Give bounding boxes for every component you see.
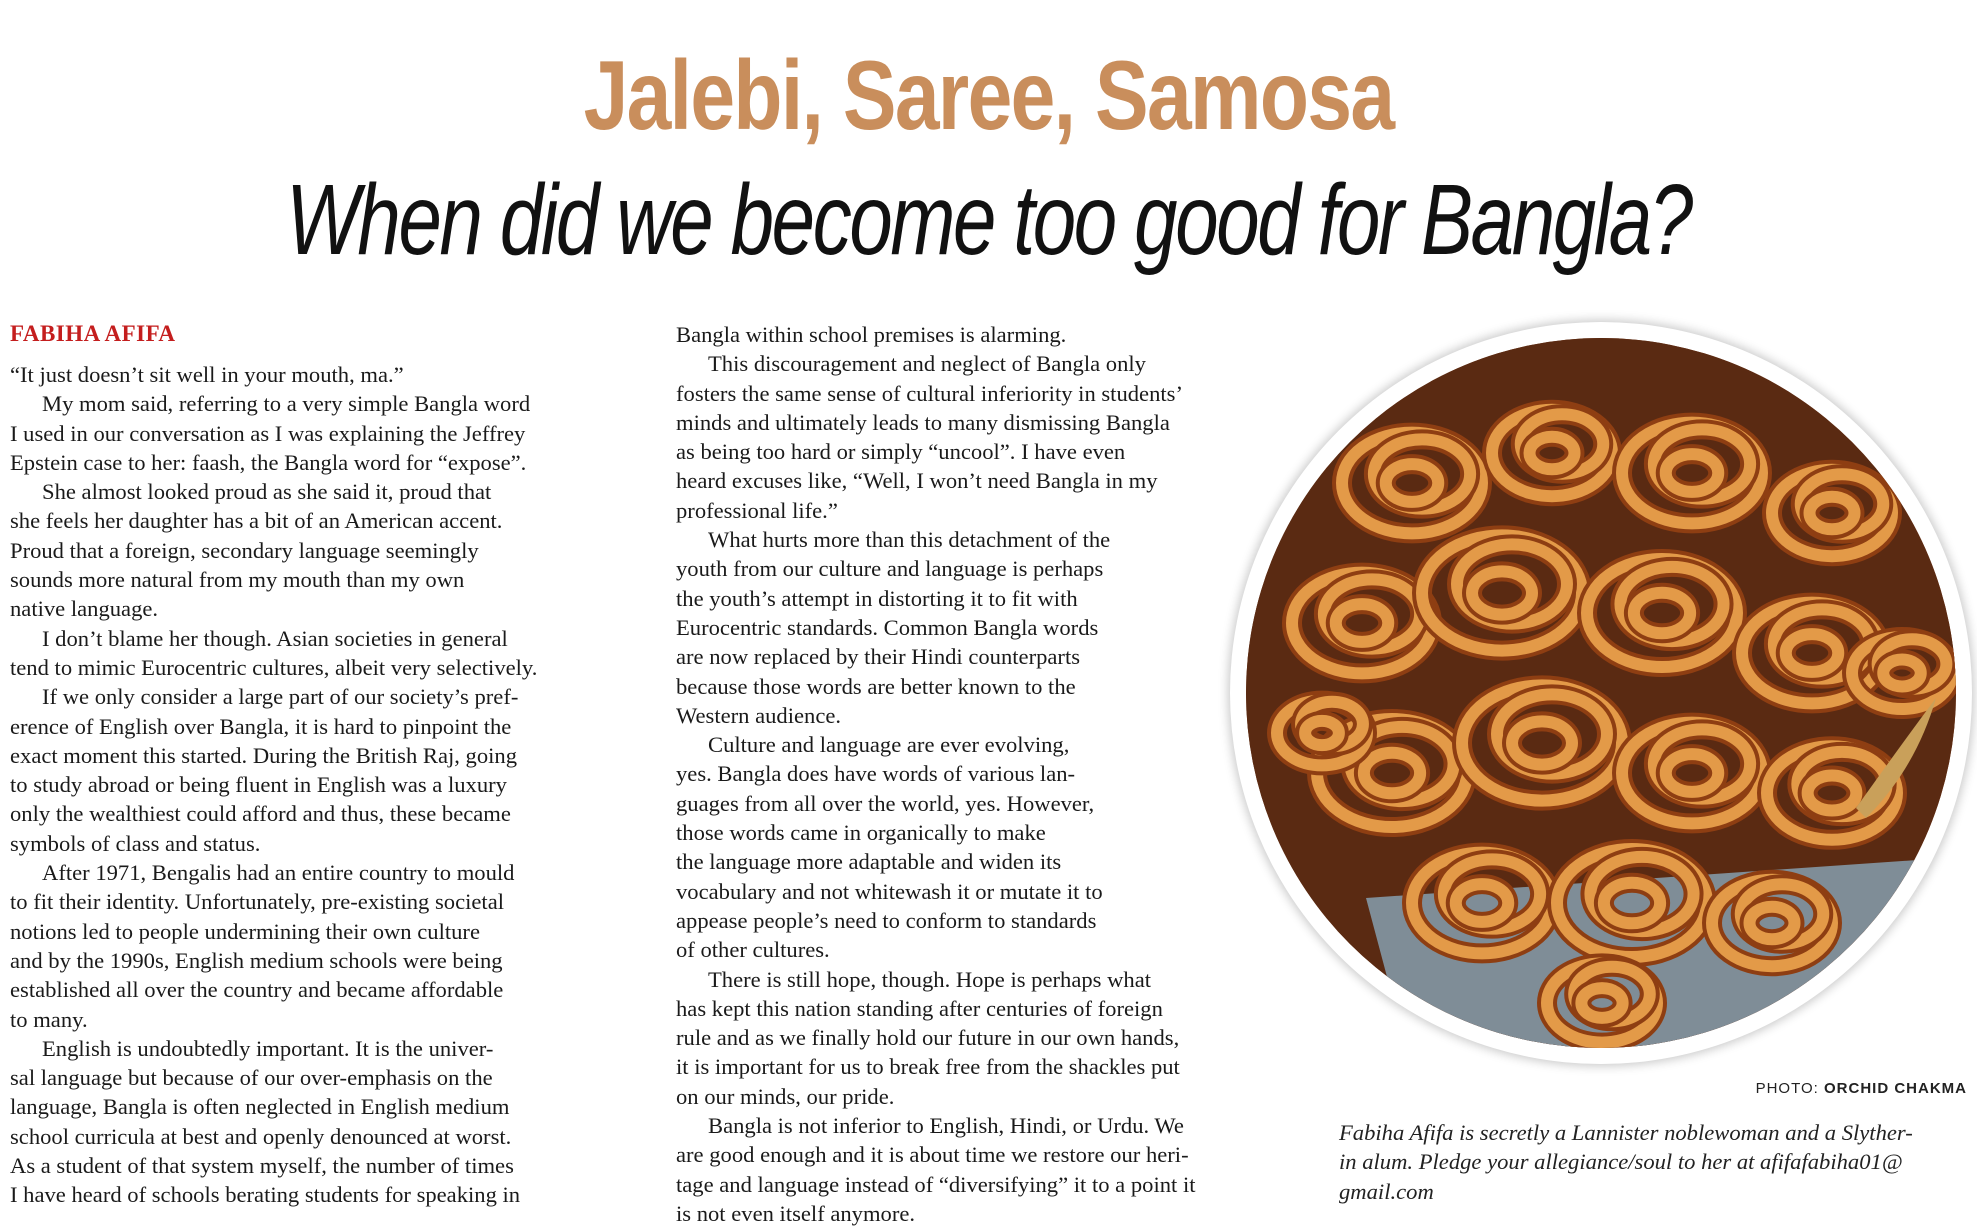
paragraph [10, 624, 630, 683]
text-line: heard excuses like, “Well, I won’t need Bangla in my [676, 468, 1158, 494]
text-line: to fit their identity. Unfortunately, pre-existing societal [10, 889, 504, 915]
paragraph [676, 965, 1286, 1111]
text-line: Culture and language are ever evolving, [708, 732, 1070, 758]
photo-credit [1756, 1080, 1967, 1097]
text-line: to study abroad or being fluent in English was a luxury [10, 772, 507, 798]
text-line: as being too hard or simply “uncool”. I have even [676, 439, 1126, 465]
paragraph [676, 1111, 1286, 1228]
text-line: tage and language instead of “diversifying” it to a point it [676, 1171, 1196, 1197]
paragraph [676, 349, 1286, 525]
text-line: of other cultures. [676, 937, 830, 963]
text-line: school curricula at best and openly denounced at worst. [10, 1123, 512, 1149]
text-line: tend to mimic Eurocentric cultures, albeit very selectively. [10, 654, 538, 680]
text-line: on our minds, our pride. [676, 1083, 895, 1109]
text-line: English is undoubtedly important. It is the univer- [42, 1035, 494, 1061]
subheadline: When did we become too good for Bangla? [286, 164, 1691, 276]
text-line: those words came in organically to make [676, 820, 1046, 846]
text-line: has kept this nation standing after centuries of foreign [676, 995, 1163, 1021]
text-line: appease people’s need to conform to standards [676, 907, 1097, 933]
text-line: Eurocentric standards. Common Bangla words [676, 614, 1099, 640]
text-line: This discouragement and neglect of Bangla only [708, 351, 1146, 377]
text-line: As a student of that system myself, the number of times [10, 1153, 514, 1179]
text-line: fosters the same sense of cultural inferiority in students’ [676, 380, 1183, 406]
text-line: are good enough and it is about time we restore our heri- [676, 1142, 1189, 1168]
photo-credit-prefix: PHOTO: [1755, 1080, 1819, 1097]
paragraph [10, 389, 630, 477]
author-bio [1339, 1118, 1959, 1206]
bio-line: Fabiha Afifa is secretly a Lannister noblewoman and a Slyther- [1339, 1120, 1913, 1145]
text-line: language, Bangla is often neglected in English medium [10, 1094, 510, 1120]
text-line: Proud that a foreign, secondary language seemingly [10, 537, 479, 563]
text-line: I don’t blame her though. Asian societies in general [42, 625, 508, 651]
text-line: She almost looked proud as she said it, proud that [42, 479, 492, 505]
text-line: and by the 1990s, English medium schools were being [10, 947, 503, 973]
text-line: yes. Bangla does have words of various lan- [676, 761, 1076, 787]
text-line: “It just doesn’t sit well in your mouth, ma.” [10, 362, 404, 387]
text-line: My mom said, referring to a very simple Bangla word [42, 391, 531, 417]
bio-line: in alum. Pledge your allegiance/soul to her at afifafabiha01@ [1339, 1149, 1903, 1175]
text-line: Western audience. [676, 702, 842, 728]
text-line: only the wealthiest could afford and thus, these became [10, 801, 511, 827]
paragraph [10, 477, 630, 623]
text-line: professional life.” [676, 497, 838, 523]
article-column-1 [10, 360, 630, 1210]
text-line: exact moment this started. During the British Raj, going [10, 742, 518, 768]
text-line: What hurts more than this detachment of the [708, 527, 1111, 553]
byline: FABIHA AFIFA [10, 321, 176, 346]
jalebi-illustration [1246, 338, 1956, 1048]
text-line: erence of English over Bangla, it is hard to pinpoint the [10, 713, 512, 739]
headline: Jalebi, Saree, Samosa [583, 40, 1394, 150]
text-line: notions led to people undermining their own culture [10, 918, 480, 944]
text-line: I have heard of schools berating students for speaking in [10, 1182, 521, 1208]
text-line: guages from all over the world, yes. However, [676, 790, 1095, 816]
text-line: minds and ultimately leads to many dismissing Bangla [676, 409, 1170, 435]
text-line: youth from our culture and language is perhaps [676, 556, 1104, 582]
text-line: There is still hope, though. Hope is perhaps what [708, 966, 1152, 992]
text-line: she feels her daughter has a bit of an American accent. [10, 508, 503, 534]
text-line: established all over the country and became affordable [10, 977, 504, 1003]
photo-credit-name: ORCHID CHAKMA [1824, 1080, 1967, 1097]
text-line: Epstein case to her: faash, the Bangla word for “expose”. [10, 449, 527, 475]
jalebi-photo [1246, 338, 1956, 1048]
text-line: sal language but because of our over-emphasis on the [10, 1065, 493, 1091]
text-line: because those words are better known to the [676, 673, 1076, 699]
bio-line: gmail.com [1339, 1178, 1434, 1204]
text-line: After 1971, Bengalis had an entire country to mould [42, 860, 515, 886]
paragraph [10, 858, 630, 1034]
paragraph [676, 320, 1286, 349]
text-line: symbols of class and status. [10, 830, 261, 856]
text-line: the youth’s attempt in distorting it to fit with [676, 585, 1078, 611]
paragraph [10, 682, 630, 858]
text-line: native language. [10, 596, 159, 622]
paragraph [10, 1034, 630, 1210]
text-line: If we only consider a large part of our society’s pref- [42, 684, 519, 710]
paragraph [676, 525, 1286, 730]
text-line: to many. [10, 1006, 88, 1032]
text-line: the language more adaptable and widen its [676, 849, 1062, 875]
paragraph [10, 360, 630, 389]
text-line: Bangla within school premises is alarming. [676, 322, 1067, 347]
text-line: I used in our conversation as I was explaining the Jeffrey [10, 420, 526, 446]
paragraph [676, 730, 1286, 964]
text-line: rule and as we finally hold our future in our own hands, [676, 1025, 1180, 1051]
text-line: it is important for us to break free from the shackles put [676, 1054, 1180, 1080]
text-line: sounds more natural from my mouth than my own [10, 567, 465, 593]
text-line: are now replaced by their Hindi counterparts [676, 644, 1081, 670]
text-line: is not even itself anymore. [676, 1200, 916, 1226]
text-line: vocabulary and not whitewash it or mutate it to [676, 878, 1103, 904]
article-column-2 [676, 320, 1286, 1228]
text-line: Bangla is not inferior to English, Hindi, or Urdu. We [708, 1113, 1184, 1139]
